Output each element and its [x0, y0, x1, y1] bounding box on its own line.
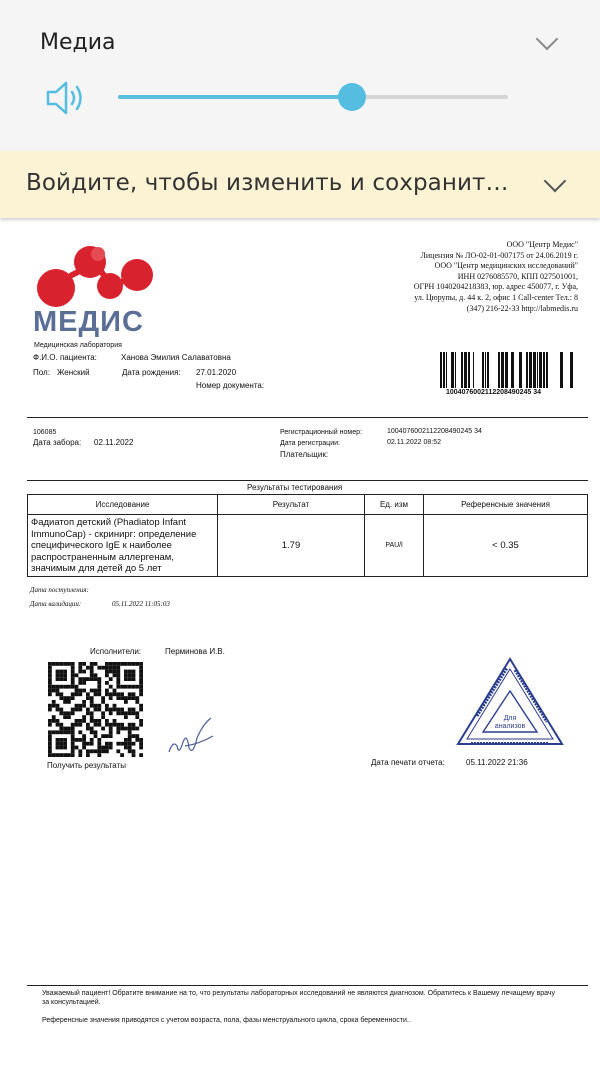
patient-name: Ханова Эмилия Салаватовна: [121, 353, 231, 362]
reg-date: 02.11.2022 08:52: [387, 439, 441, 446]
barcode-number: 1004076002112208490245 34: [446, 389, 541, 396]
validated-date-label: Дата валидации:: [30, 600, 82, 608]
reference-value: < 0.35: [424, 515, 588, 577]
signature-icon: [165, 716, 217, 760]
chevron-down-icon[interactable]: [536, 28, 559, 51]
patient-name-label: Ф.И.О. пациента:: [33, 353, 97, 362]
patient-dob: 27.01.2020: [196, 368, 237, 377]
patient-sex: Женский: [57, 368, 90, 377]
qr-code-icon[interactable]: [48, 662, 143, 757]
print-date-label: Дата печати отчета:: [371, 758, 445, 767]
document-number-label: Номер документа:: [196, 381, 265, 390]
reg-number-label: Регистрационный номер:: [280, 429, 362, 436]
volume-slider-thumb[interactable]: [338, 83, 366, 111]
header-study: Исследование: [28, 495, 218, 515]
received-date-label: Дата поступления:: [30, 586, 89, 594]
logo-wordmark: МЕДИС: [33, 306, 144, 338]
login-banner[interactable]: [0, 151, 600, 218]
divider: [27, 985, 588, 986]
collect-date-label: Дата забора:: [33, 438, 82, 447]
collect-date: 02.11.2022: [94, 438, 134, 447]
study-name: Фадиатоп детский (Phadiatop Infant ImmunoCap) - скринирг: определение специфического IgE к наиболее распространенным аллергенам, значимым для детей до 5 лет: [28, 515, 218, 577]
qr-caption: Получить результаты: [47, 761, 126, 770]
order-id: 106085: [33, 429, 57, 436]
company-details: ООО "Центр Медис" Лицензия № ЛО-02-01-007175 от 24.06.2019 г. ООО "Центр медицинских исследований" ИНН 0276085570, КПП 027501001, ОГРН 1040204218383, юр. адрес 450077, г. Уфа, ул. Цюрупы, д. 44 к. 2, офис 1 Call-center Тел.: 8 (347) 216-22-33 http://labmedis.ru: [413, 240, 578, 313]
footer-reference-note: Референсные значения приводятся с учетом возраста, пола, фазы менструального цикла, срока беременности..: [42, 1017, 411, 1024]
print-date: 05.11.2022 21:36: [466, 758, 528, 767]
results-title: Результаты тестирования: [247, 483, 343, 492]
result-value: 1.79: [218, 515, 365, 577]
patient-sex-label: Пол:: [33, 368, 50, 377]
lab-report-document: [0, 218, 600, 1065]
media-volume-panel: [0, 0, 600, 151]
results-table: [27, 494, 588, 577]
barcode-icon: [440, 352, 580, 388]
volume-slider[interactable]: [118, 95, 508, 99]
stamp-icon: [455, 656, 565, 748]
header-reference: Референсные значения: [424, 495, 588, 515]
reg-number: 1004076002112208490245 34: [387, 428, 482, 435]
header-unit: Ед. изм: [365, 495, 424, 515]
media-title: Медиа: [40, 30, 116, 55]
divider: [27, 417, 588, 418]
result-unit: PAU/l: [365, 515, 424, 577]
login-banner-text: Войдите, чтобы изменить и сохранит…: [26, 170, 509, 196]
performers-label: Исполнители:: [90, 647, 142, 656]
reg-date-label: Дата регистрации:: [280, 440, 340, 447]
footer-note: Уважаемый пациент! Обратите внимание на то, что результаты лабораторных исследований не являются диагнозом. Обратитесь к Вашему лечащему врачу за консультацией.: [42, 990, 556, 1006]
svg-text:Для: Для: [503, 715, 517, 722]
svg-text:анализов: анализов: [494, 723, 526, 730]
volume-slider-fill: [118, 95, 352, 99]
divider: [27, 480, 588, 481]
table-row: [28, 515, 588, 577]
patient-dob-label: Дата рождения:: [122, 368, 181, 377]
header-result: Результат: [218, 495, 365, 515]
table-header-row: [28, 495, 588, 515]
performer-name: Перминова И.В.: [165, 647, 225, 656]
validated-date: 05.11.2022 11:05:03: [112, 600, 170, 608]
logo-subtitle: Медицинская лаборатория: [34, 342, 122, 349]
payer-label: Плательщик:: [280, 450, 329, 459]
speaker-icon[interactable]: [46, 80, 88, 116]
